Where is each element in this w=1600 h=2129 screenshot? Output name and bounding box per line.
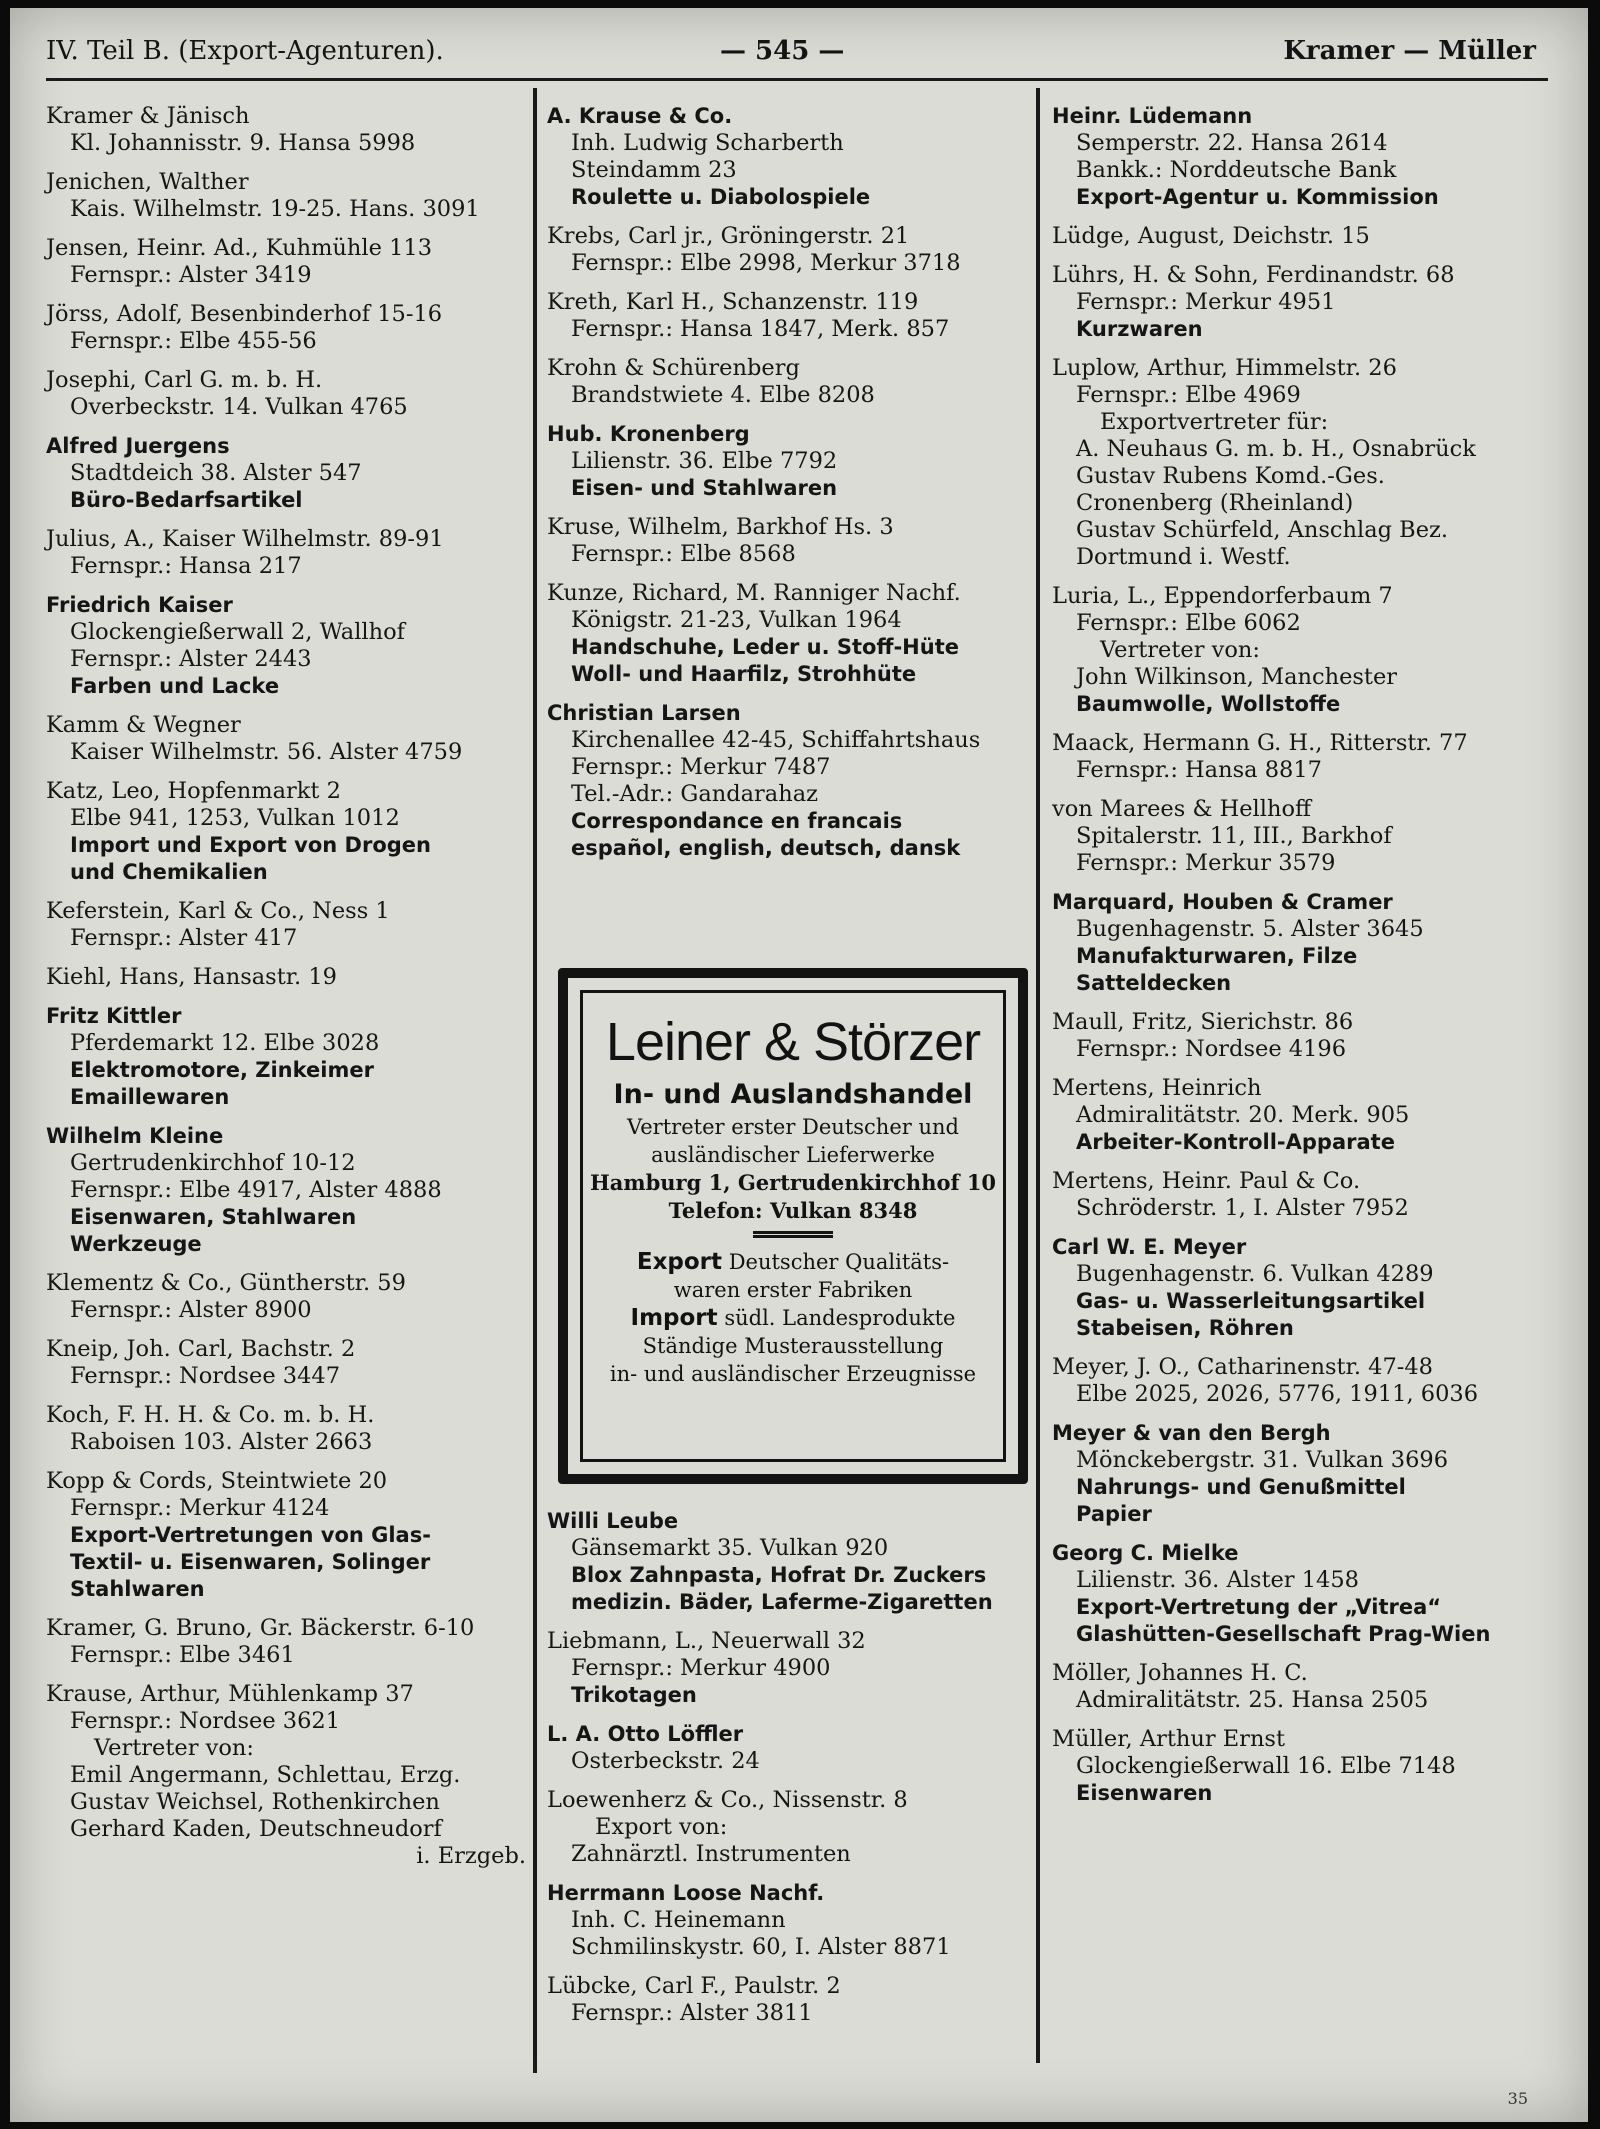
- directory-entry: [46, 1336, 536, 1390]
- entry-detail: Fernspr.: Merkur 7487: [571, 754, 831, 780]
- entry-name: Mertens, Heinr. Paul & Co.: [1052, 1168, 1361, 1194]
- directory-entry: [46, 592, 536, 700]
- directory-entry: [547, 700, 1037, 862]
- ad-company-name: Leiner & Störzer: [605, 1012, 981, 1072]
- directory-entry: [46, 1468, 536, 1603]
- entry-name: Kunze, Richard, M. Ranniger Nachf.: [547, 580, 961, 606]
- directory-entry: [1052, 1168, 1572, 1222]
- directory-entry: [1052, 1540, 1572, 1648]
- entry-detail: Export-Agentur u. Kommission: [1076, 185, 1439, 209]
- entry-detail: Fernspr.: Nordsee 3621: [70, 1708, 341, 1734]
- directory-entry: [1052, 223, 1572, 250]
- directory-entry: [547, 1880, 1037, 1961]
- entry-name: Wilhelm Kleine: [46, 1124, 224, 1148]
- entry-detail: Admiralitätstr. 20. Merk. 905: [1076, 1102, 1410, 1128]
- entry-detail: Arbeiter-Kontroll-Apparate: [1076, 1130, 1395, 1154]
- ad-text: waren erster Fabriken: [673, 1278, 913, 1302]
- entry-detail: Eisenwaren, Stahlwaren: [70, 1205, 357, 1229]
- entry-detail: John Wilkinson, Manchester: [1076, 664, 1398, 690]
- ad-divider: [753, 1231, 833, 1238]
- ad-address: Hamburg 1, Gertrudenkirchhof 10: [589, 1170, 997, 1195]
- entry-name: Möller, Johannes H. C.: [1052, 1660, 1308, 1686]
- entry-detail: Cronenberg (Rheinland): [1076, 490, 1354, 516]
- ad-subtitle: In- und Auslandshandel: [613, 1079, 973, 1110]
- entry-name: Loewenherz & Co., Nissenstr. 8: [547, 1787, 908, 1813]
- ad-import-text: südl. Landesprodukte: [717, 1306, 956, 1330]
- directory-entry: [547, 1628, 1037, 1709]
- entry-detail: Kurzwaren: [1076, 317, 1203, 341]
- entry-detail: Kais. Wilhelmstr. 19-25. Hans. 3091: [70, 196, 480, 222]
- entry-detail: Blox Zahnpasta, Hofrat Dr. Zuckers: [571, 1563, 987, 1587]
- entry-detail: Königstr. 21-23, Vulkan 1964: [571, 607, 902, 633]
- directory-entry: [46, 1402, 536, 1456]
- entry-detail: Textil- u. Eisenwaren, Solinger: [70, 1550, 431, 1574]
- directory-entry: [46, 301, 536, 355]
- entry-name: Maull, Fritz, Sierichstr. 86: [1052, 1009, 1354, 1035]
- entry-name: Liebmann, L., Neuerwall 32: [547, 1628, 866, 1654]
- entry-detail: Farben und Lacke: [70, 674, 280, 698]
- directory-entry: [1052, 1420, 1572, 1528]
- directory-entry: [1052, 1075, 1572, 1156]
- directory-entry: [46, 964, 536, 991]
- entry-name: Klementz & Co., Güntherstr. 59: [46, 1270, 406, 1296]
- directory-entry: [547, 580, 1037, 688]
- entry-name: Krause, Arthur, Mühlenkamp 37: [46, 1681, 414, 1707]
- directory-entry: [1052, 1354, 1572, 1408]
- entry-detail: Woll- und Haarfilz, Strohhüte: [571, 662, 917, 686]
- entry-name: Christian Larsen: [547, 701, 741, 725]
- entry-detail: Fernspr.: Hansa 8817: [1076, 757, 1322, 783]
- directory-entry: [46, 778, 536, 886]
- entry-name: Herrmann Loose Nachf.: [547, 1881, 825, 1905]
- entry-detail: Steindamm 23: [571, 157, 737, 183]
- entry-name: Meyer & van den Bergh: [1052, 1421, 1331, 1445]
- entry-detail: Inh. C. Heinemann: [571, 1907, 786, 1933]
- entry-name: Lüdge, August, Deichstr. 15: [1052, 223, 1370, 249]
- ad-phone: Telefon: Vulkan 8348: [668, 1198, 918, 1223]
- entry-detail: Nahrungs- und Genußmittel: [1076, 1475, 1406, 1499]
- directory-entry: [547, 514, 1037, 568]
- advertisement-box: [558, 968, 1028, 1484]
- entry-detail: Gänsemarkt 35. Vulkan 920: [571, 1535, 889, 1561]
- section-header: IV. Teil B. (Export-Agenturen).: [46, 36, 444, 66]
- ad-export-line: [583, 1248, 1003, 1276]
- running-header: Kramer — Müller: [1283, 36, 1536, 66]
- entry-name: Marquard, Houben & Cramer: [1052, 890, 1393, 914]
- entry-detail: Vertreter von:: [94, 1735, 254, 1761]
- entry-detail: Overbeckstr. 14. Vulkan 4765: [70, 394, 408, 420]
- directory-entry: [1052, 796, 1572, 877]
- entry-detail: und Chemikalien: [70, 860, 268, 884]
- directory-entry: [1052, 1234, 1572, 1342]
- entry-detail: Gustav Weichsel, Rothenkirchen: [70, 1789, 440, 1815]
- entry-detail: Fernspr.: Alster 2443: [70, 646, 312, 672]
- entry-name: A. Krause & Co.: [547, 104, 733, 128]
- entry-name: Jenichen, Walther: [46, 169, 249, 195]
- entry-detail: Handschuhe, Leder u. Stoff-Hüte: [571, 635, 959, 659]
- directory-entry: [46, 1003, 536, 1111]
- entry-name: Friedrich Kaiser: [46, 593, 233, 617]
- entry-detail: Fernspr.: Merkur 4951: [1076, 289, 1336, 315]
- entry-detail: Lilienstr. 36. Elbe 7792: [571, 448, 838, 474]
- directory-entry: [46, 1270, 536, 1324]
- entry-name: Kamm & Wegner: [46, 712, 241, 738]
- entry-detail: Stadtdeich 38. Alster 547: [70, 460, 362, 486]
- column-2: [547, 103, 1037, 874]
- entry-name: Katz, Leo, Hopfenmarkt 2: [46, 778, 341, 804]
- entry-detail: Fernspr.: Hansa 1847, Merk. 857: [571, 316, 950, 342]
- entry-detail: Fernspr.: Elbe 4969: [1076, 382, 1301, 408]
- entry-detail: Kirchenallee 42-45, Schiffahrtshaus: [571, 727, 981, 753]
- directory-entry: [547, 421, 1037, 502]
- entry-detail: Gustav Schürfeld, Anschlag Bez.: [1076, 517, 1449, 543]
- entry-name: Kopp & Cords, Steintwiete 20: [46, 1468, 388, 1494]
- directory-entry: [46, 169, 536, 223]
- ad-text: ausländischer Lieferwerke: [651, 1143, 935, 1167]
- entry-detail: Baumwolle, Wollstoffe: [1076, 692, 1341, 716]
- entry-detail: Stahlwaren: [70, 1577, 205, 1601]
- entry-detail: A. Neuhaus G. m. b. H., Osnabrück: [1076, 436, 1476, 462]
- entry-detail: Fernspr.: Alster 3811: [571, 2000, 813, 2026]
- entry-name: Müller, Arthur Ernst: [1052, 1726, 1286, 1752]
- entry-detail: Raboisen 103. Alster 2663: [70, 1429, 373, 1455]
- ad-import-label: Import: [630, 1305, 718, 1331]
- header-rule: [46, 78, 1548, 81]
- entry-detail: Import und Export von Drogen: [70, 833, 431, 857]
- entry-detail: Fernspr.: Nordsee 4196: [1076, 1036, 1347, 1062]
- page-number: — 545 —: [720, 36, 845, 66]
- entry-name: Fritz Kittler: [46, 1004, 182, 1028]
- entry-detail: Gustav Rubens Komd.-Ges.: [1076, 463, 1385, 489]
- entry-detail: Eisen- und Stahlwaren: [571, 476, 838, 500]
- entry-name: Kramer, G. Bruno, Gr. Bäckerstr. 6-10: [46, 1615, 475, 1641]
- directory-entry: [547, 1787, 1037, 1868]
- entry-detail: Vertreter von:: [1100, 637, 1260, 663]
- entry-detail: Dortmund i. Westf.: [1076, 544, 1291, 570]
- directory-entry: [547, 1973, 1037, 2027]
- entry-name: Maack, Hermann G. H., Ritterstr. 77: [1052, 730, 1468, 756]
- entry-name: Lührs, H. & Sohn, Ferdinandstr. 68: [1052, 262, 1455, 288]
- entry-detail: Fernspr.: Merkur 3579: [1076, 850, 1336, 876]
- entry-detail: Osterbeckstr. 24: [571, 1748, 760, 1774]
- entry-detail: medizin. Bäder, Laferme-Zigaretten: [571, 1590, 993, 1614]
- entry-detail: Exportvertreter für:: [1100, 409, 1329, 435]
- entry-name: Hub. Kronenberg: [547, 422, 750, 446]
- entry-detail: Fernspr.: Hansa 217: [70, 553, 302, 579]
- directory-entry: [1052, 1726, 1572, 1807]
- entry-name: Jörss, Adolf, Besenbinderhof 15-16: [46, 301, 443, 327]
- ad-export-text: Deutscher Qualitäts-: [722, 1250, 950, 1274]
- entry-detail: Fernspr.: Nordsee 3447: [70, 1363, 341, 1389]
- entry-name: Kramer & Jänisch: [46, 103, 250, 129]
- entry-detail: Büro-Bedarfsartikel: [70, 488, 303, 512]
- entry-detail: Roulette u. Diabolospiele: [571, 185, 871, 209]
- entry-detail: Bugenhagenstr. 5. Alster 3645: [1076, 916, 1424, 942]
- entry-name: Lübcke, Carl F., Paulstr. 2: [547, 1973, 841, 1999]
- entry-detail: Gas- u. Wasserleitungsartikel: [1076, 1289, 1426, 1313]
- directory-entry: [46, 1123, 536, 1258]
- entry-detail: Inh. Ludwig Scharberth: [571, 130, 844, 156]
- directory-page: [10, 8, 1588, 2122]
- entry-detail: Mönckebergstr. 31. Vulkan 3696: [1076, 1447, 1449, 1473]
- entry-name: Carl W. E. Meyer: [1052, 1235, 1247, 1259]
- directory-entry: [547, 289, 1037, 343]
- entry-detail: i. Erzgeb.: [416, 1843, 526, 1869]
- directory-entry: [1052, 355, 1572, 571]
- advertisement-inner-frame: [580, 990, 1006, 1462]
- entry-detail: Kl. Johannisstr. 9. Hansa 5998: [70, 130, 416, 156]
- directory-entry: [46, 433, 536, 514]
- entry-detail: Admiralitätstr. 25. Hansa 2505: [1076, 1687, 1429, 1713]
- directory-entry: [46, 367, 536, 421]
- entry-detail: Zahnärztl. Instrumenten: [571, 1841, 851, 1867]
- entry-detail: Tel.-Adr.: Gandarahaz: [571, 781, 818, 807]
- entry-name: Luria, L., Eppendorferbaum 7: [1052, 583, 1393, 609]
- entry-detail: Export-Vertretungen von Glas-: [70, 1523, 431, 1547]
- entry-name: Mertens, Heinrich: [1052, 1075, 1262, 1101]
- entry-name: Kneip, Joh. Carl, Bachstr. 2: [46, 1336, 356, 1362]
- column-2-lower: [547, 1508, 1037, 2039]
- entry-detail: Trikotagen: [571, 1683, 697, 1707]
- entry-detail: Correspondance en francais: [571, 809, 903, 833]
- entry-name: Kreth, Karl H., Schanzenstr. 119: [547, 289, 919, 315]
- directory-entry: [1052, 262, 1572, 343]
- page-mark: 35: [1507, 2089, 1528, 2108]
- entry-name: Alfred Juergens: [46, 434, 230, 458]
- entry-name: Julius, A., Kaiser Wilhelmstr. 89-91: [46, 526, 444, 552]
- ad-text: Vertreter erster Deutscher und: [627, 1115, 959, 1139]
- entry-detail: Emil Angermann, Schlettau, Erzg.: [70, 1762, 461, 1788]
- entry-detail: Fernspr.: Elbe 2998, Merkur 3718: [571, 250, 961, 276]
- directory-entry: [547, 223, 1037, 277]
- ad-export-label: Export: [636, 1249, 723, 1275]
- entry-detail: Werkzeuge: [70, 1232, 202, 1256]
- entry-name: Keferstein, Karl & Co., Ness 1: [46, 898, 390, 924]
- column-1: [46, 103, 536, 1882]
- column-3: [1052, 103, 1572, 1819]
- entry-detail: Glockengießerwall 2, Wallhof: [70, 619, 405, 645]
- entry-detail: Elektromotore, Zinkeimer: [70, 1058, 374, 1082]
- directory-entry: [547, 1721, 1037, 1775]
- directory-entry: [46, 526, 536, 580]
- directory-entry: [1052, 889, 1572, 997]
- entry-detail: Semperstr. 22. Hansa 2614: [1076, 130, 1388, 156]
- entry-detail: Fernspr.: Elbe 4917, Alster 4888: [70, 1177, 442, 1203]
- entry-detail: Export von:: [595, 1814, 728, 1840]
- entry-detail: Brandstwiete 4. Elbe 8208: [571, 382, 875, 408]
- entry-detail: Emaillewaren: [70, 1085, 230, 1109]
- directory-entry: [46, 898, 536, 952]
- entry-detail: español, english, deutsch, dansk: [571, 836, 961, 860]
- entry-detail: Glashütten-Gesellschaft Prag-Wien: [1076, 1622, 1491, 1646]
- entry-name: Kruse, Wilhelm, Barkhof Hs. 3: [547, 514, 894, 540]
- directory-entry: [1052, 730, 1572, 784]
- entry-detail: Export-Vertretung der „Vitrea“: [1076, 1595, 1442, 1619]
- entry-name: Georg C. Mielke: [1052, 1541, 1239, 1565]
- entry-detail: Fernspr.: Alster 8900: [70, 1297, 312, 1323]
- directory-entry: [46, 712, 536, 766]
- directory-entry: [1052, 1009, 1572, 1063]
- entry-name: Krebs, Carl jr., Gröningerstr. 21: [547, 223, 910, 249]
- directory-entry: [1052, 583, 1572, 718]
- entry-name: Koch, F. H. H. & Co. m. b. H.: [46, 1402, 375, 1428]
- directory-entry: [46, 1681, 536, 1870]
- entry-name: L. A. Otto Löffler: [547, 1722, 744, 1746]
- entry-detail: Schmilinskystr. 60, I. Alster 8871: [571, 1934, 951, 1960]
- entry-detail: Elbe 2025, 2026, 5776, 1911, 6036: [1076, 1381, 1479, 1407]
- entry-detail: Bugenhagenstr. 6. Vulkan 4289: [1076, 1261, 1434, 1287]
- entry-name: Jensen, Heinr. Ad., Kuhmühle 113: [46, 235, 433, 261]
- directory-entry: [46, 103, 536, 157]
- entry-detail: Elbe 941, 1253, Vulkan 1012: [70, 805, 400, 831]
- entry-detail: Satteldecken: [1076, 971, 1232, 995]
- entry-detail: Fernspr.: Elbe 6062: [1076, 610, 1301, 636]
- ad-text: in- und ausländischer Erzeugnisse: [609, 1362, 977, 1386]
- entry-detail: Fernspr.: Merkur 4124: [70, 1495, 330, 1521]
- entry-detail: Fernspr.: Alster 417: [70, 925, 298, 951]
- directory-entry: [547, 355, 1037, 409]
- entry-detail: Fernspr.: Merkur 4900: [571, 1655, 831, 1681]
- directory-entry: [547, 103, 1037, 211]
- entry-detail: Stabeisen, Röhren: [1076, 1316, 1294, 1340]
- entry-detail: Lilienstr. 36. Alster 1458: [1076, 1567, 1359, 1593]
- entry-detail: Fernspr.: Elbe 455-56: [70, 328, 317, 354]
- entry-detail: Bankk.: Norddeutsche Bank: [1076, 157, 1397, 183]
- entry-name: von Marees & Hellhoff: [1052, 796, 1311, 822]
- entry-detail: Glockengießerwall 16. Elbe 7148: [1076, 1753, 1456, 1779]
- entry-detail: Kaiser Wilhelmstr. 56. Alster 4759: [70, 739, 463, 765]
- entry-detail: Schröderstr. 1, I. Alster 7952: [1076, 1195, 1409, 1221]
- entry-detail: Gerhard Kaden, Deutschneudorf: [70, 1816, 442, 1842]
- directory-entry: [46, 1615, 536, 1669]
- directory-entry: [547, 1508, 1037, 1616]
- entry-detail: Fernspr.: Elbe 3461: [70, 1642, 295, 1668]
- entry-detail: Fernspr.: Elbe 8568: [571, 541, 796, 567]
- entry-detail: Eisenwaren: [1076, 1781, 1213, 1805]
- entry-name: Willi Leube: [547, 1509, 679, 1533]
- entry-detail: Pferdemarkt 12. Elbe 3028: [70, 1030, 380, 1056]
- entry-detail: Manufakturwaren, Filze: [1076, 944, 1358, 968]
- directory-entry: [46, 235, 536, 289]
- entry-name: Krohn & Schürenberg: [547, 355, 800, 381]
- entry-name: Heinr. Lüdemann: [1052, 104, 1253, 128]
- entry-name: Kiehl, Hans, Hansastr. 19: [46, 964, 337, 990]
- entry-name: Josephi, Carl G. m. b. H.: [46, 367, 323, 393]
- entry-detail: Papier: [1076, 1502, 1152, 1526]
- ad-import-line: [583, 1304, 1003, 1332]
- directory-entry: [1052, 1660, 1572, 1714]
- entry-detail: Spitalerstr. 11, III., Barkhof: [1076, 823, 1392, 849]
- ad-text: Ständige Musterausstellung: [642, 1334, 944, 1358]
- entry-name: Meyer, J. O., Catharinenstr. 47-48: [1052, 1354, 1433, 1380]
- entry-name: Luplow, Arthur, Himmelstr. 26: [1052, 355, 1397, 381]
- directory-entry: [1052, 103, 1572, 211]
- entry-detail: Gertrudenkirchhof 10-12: [70, 1150, 356, 1176]
- entry-detail: Fernspr.: Alster 3419: [70, 262, 312, 288]
